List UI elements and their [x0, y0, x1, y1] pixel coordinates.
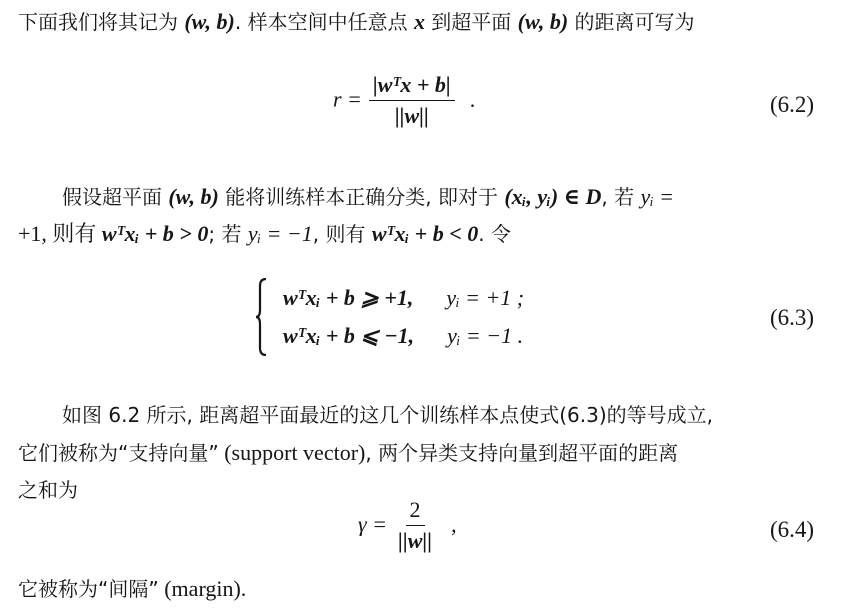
- equation-left: wᵀxᵢ + b ⩾ +1,: [283, 285, 414, 310]
- left-brace-icon: [255, 278, 267, 356]
- paragraph-line-1: [18, 6, 695, 35]
- text-segment: 如图 6.2 所示, 距离超平面最近的这几个训练样本点使式(6.3)的等号成立,: [62, 403, 714, 427]
- text-segment: 到超平面: [424, 10, 518, 34]
- fraction-denominator: ||w||: [394, 103, 429, 128]
- equation-number: (6.3): [770, 305, 815, 330]
- equation-number: (6.2): [770, 92, 815, 117]
- paragraph-line-4: [62, 399, 713, 428]
- equation-lhs: r =: [333, 86, 362, 112]
- fraction: [394, 497, 436, 554]
- text-segment: , 则有: [312, 222, 372, 246]
- equation-6-4: [358, 497, 457, 554]
- paragraph-line-6: [18, 474, 78, 503]
- text-segment: , 两个异类支持向量到超平面的距离: [365, 441, 679, 465]
- text-segment: ; 若: [208, 222, 248, 246]
- pair-x-y: (xᵢ, yᵢ) ∈ D: [504, 184, 602, 209]
- tuple-w-b: (w, b): [517, 9, 569, 34]
- text-segment: , 若: [601, 185, 641, 209]
- text-segment: . 令: [478, 222, 511, 246]
- equation-6-3-row-2: [283, 323, 523, 349]
- tuple-w-b: (w, b): [168, 184, 219, 209]
- variable-x: x: [413, 9, 425, 34]
- equation-6-2: [333, 72, 475, 129]
- term-support-vector: (support vector): [218, 440, 366, 465]
- text-segment: 能将训练样本正确分类, 即对于: [218, 185, 505, 209]
- equation-trail: ,: [451, 511, 457, 537]
- condition: yᵢ = −1: [247, 221, 313, 246]
- text-segment: +1, 则有: [18, 221, 102, 246]
- equation-lhs: γ =: [358, 511, 388, 537]
- fraction-numerator: 2: [406, 497, 425, 526]
- equation-right: yᵢ = −1 .: [447, 323, 524, 348]
- text-segment: 假设超平面: [62, 185, 169, 209]
- text-segment: 它们被称为“支持向量”: [18, 441, 219, 465]
- text-segment: . 样本空间中任意点: [234, 10, 414, 34]
- condition: yᵢ =: [640, 184, 675, 209]
- equation-right: yᵢ = +1 ;: [446, 285, 525, 310]
- fraction-denominator: ||w||: [398, 528, 433, 553]
- paragraph-line-7: [18, 573, 246, 602]
- text-segment: 它被称为“间隔”: [18, 577, 159, 601]
- equation-trail: .: [469, 86, 476, 112]
- fraction-numerator: |wᵀx + b|: [369, 72, 455, 101]
- inequality: wᵀxᵢ + b < 0: [371, 221, 479, 246]
- equation-left: wᵀxᵢ + b ⩽ −1,: [283, 323, 415, 348]
- paragraph-line-2: [62, 181, 674, 210]
- equation-number: (6.4): [770, 517, 815, 542]
- term-margin: (margin).: [158, 576, 247, 601]
- text-segment: 下面我们将其记为: [18, 10, 185, 34]
- paragraph-line-3: [18, 217, 511, 248]
- paragraph-line-5: [18, 437, 678, 466]
- equation-6-3-row-1: [283, 285, 524, 311]
- fraction: [369, 72, 455, 129]
- text-segment: 之和为: [18, 478, 78, 502]
- tuple-w-b: (w, b): [184, 9, 235, 34]
- inequality: wᵀxᵢ + b > 0: [101, 221, 209, 246]
- text-segment: 的距离可写为: [568, 10, 695, 34]
